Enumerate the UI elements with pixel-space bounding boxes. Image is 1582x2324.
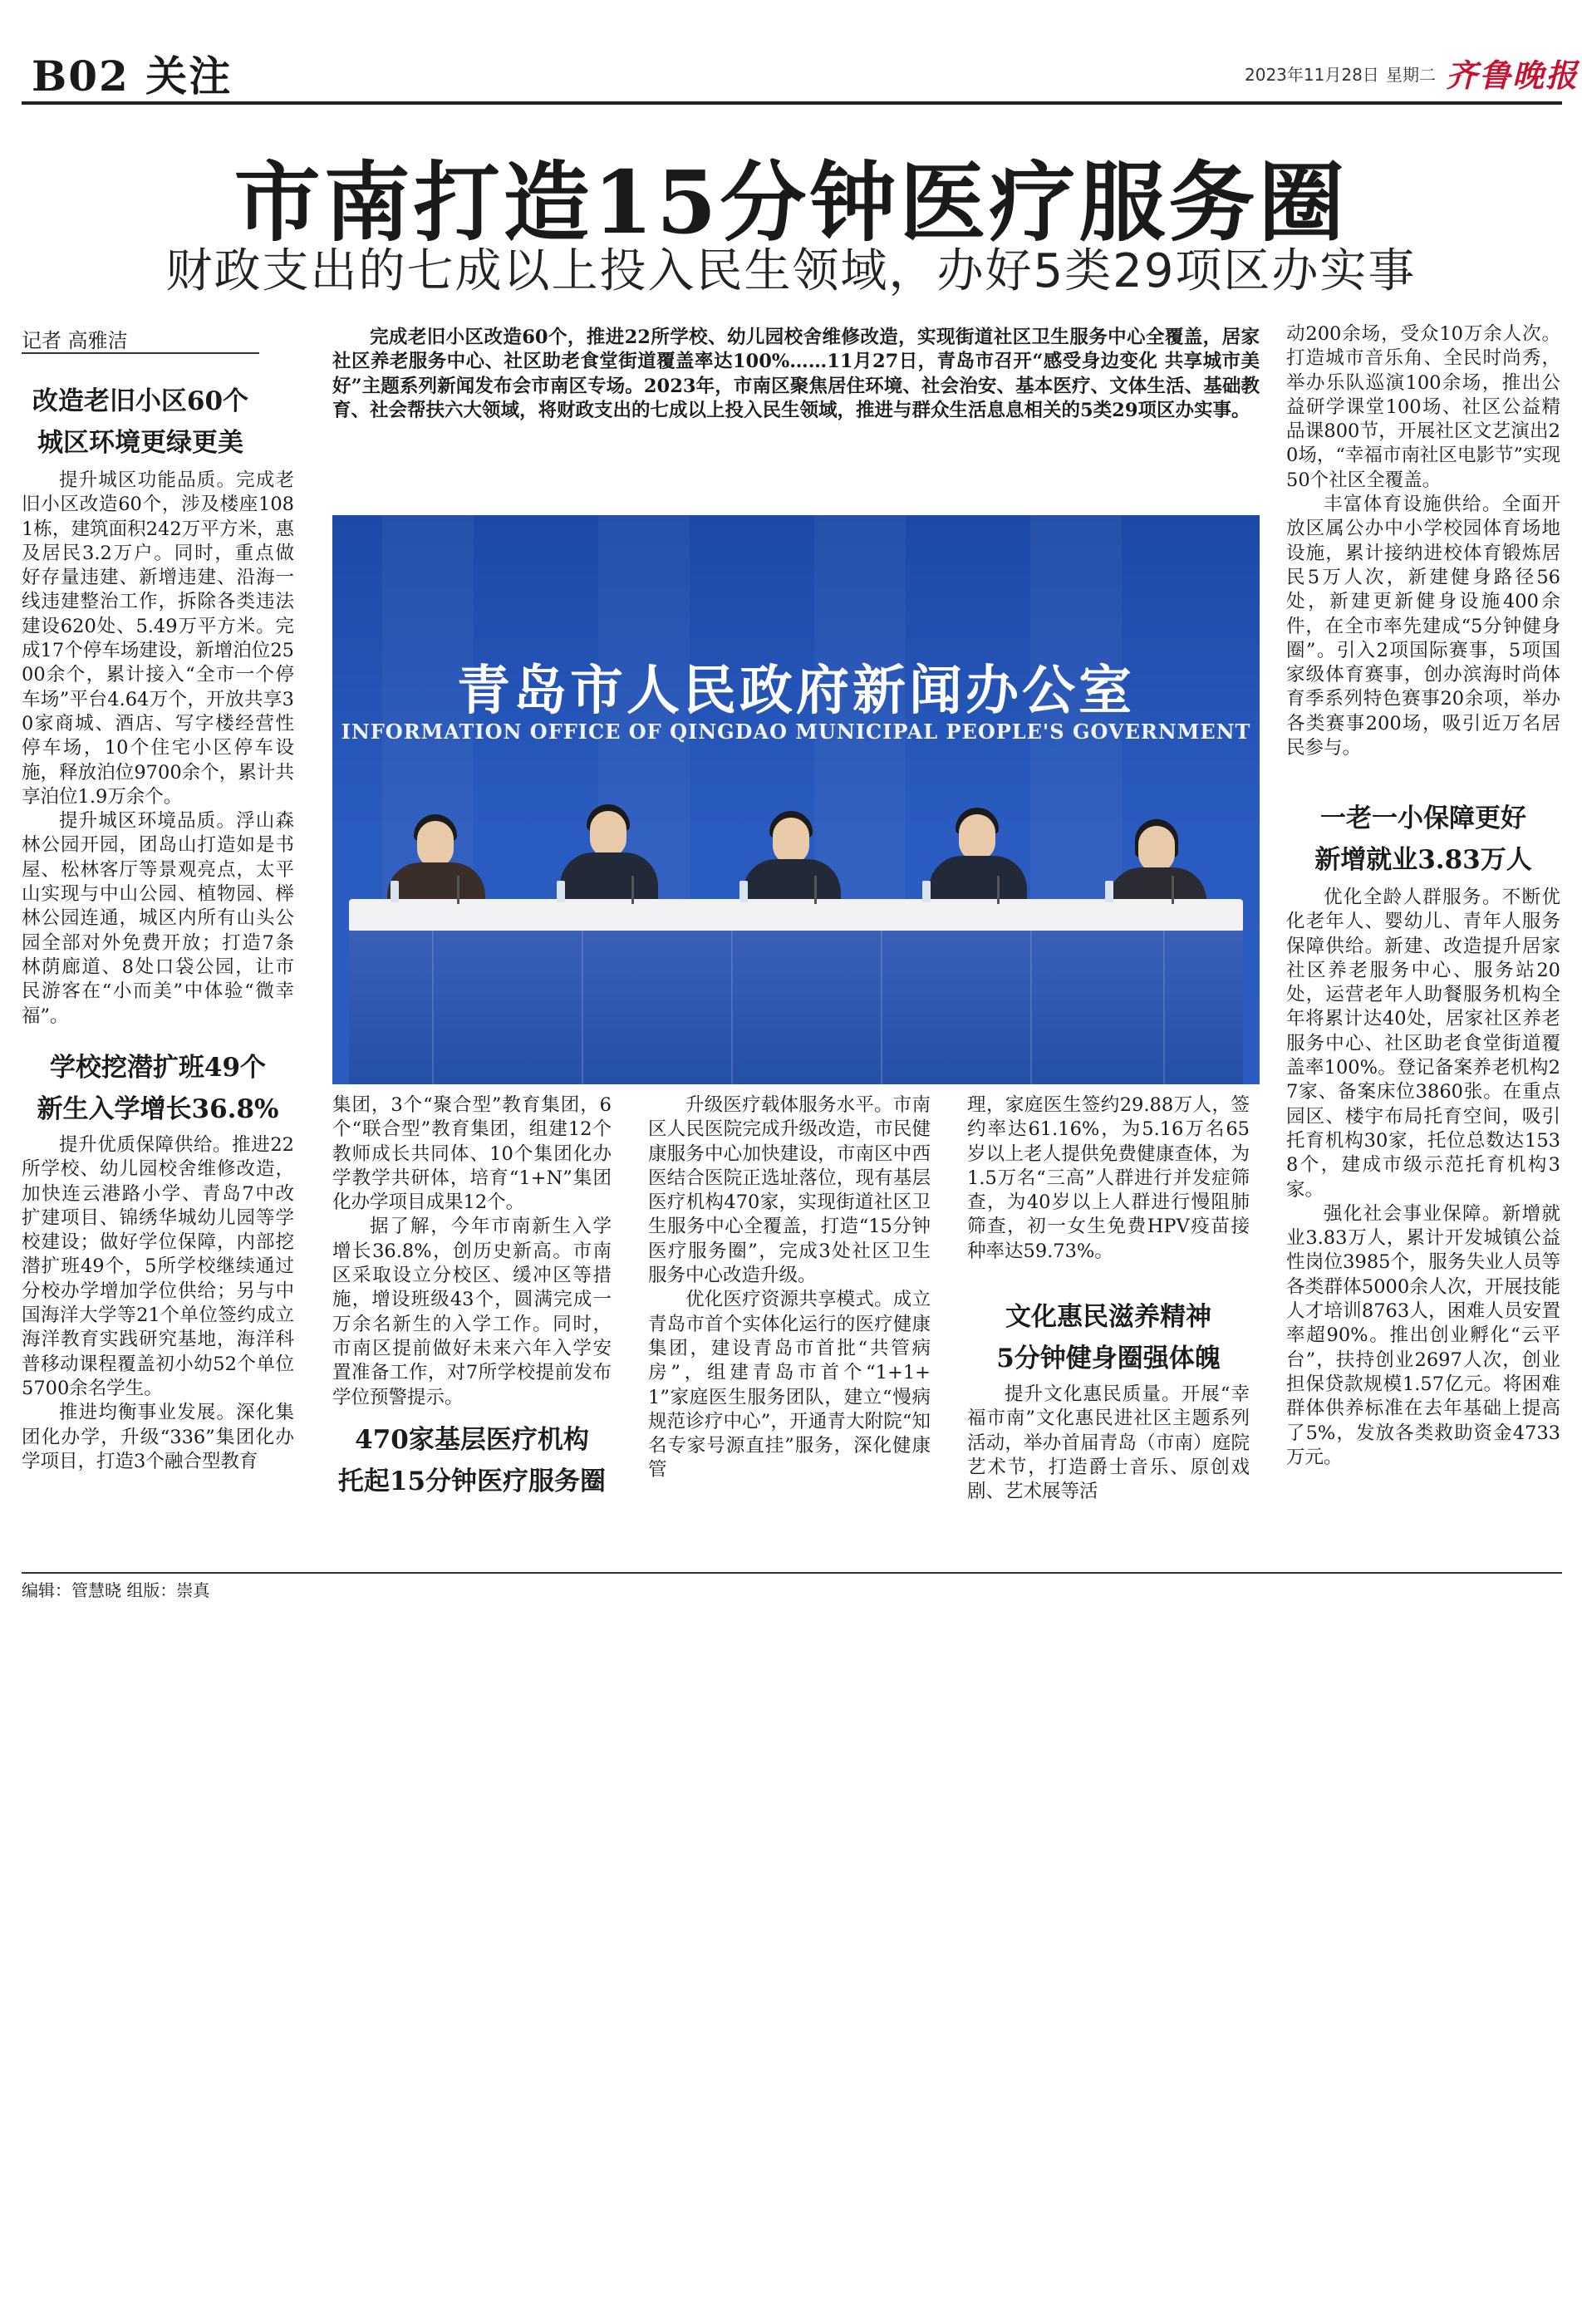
section-title-line: 新生入学增长36.8% — [37, 1094, 279, 1124]
paragraph: 推进均衡事业发展。深化集团化办学，升级“336”集团化办学项目，打造3个融合型教育 — [22, 1402, 294, 1472]
paragraph: 提升文化惠民质量。开展“幸福市南”文化惠民进社区主题系列活动，举办首届青岛（市南）庭院艺术节，打造爵士音乐、原创戏剧、艺术展等活 — [967, 1383, 1250, 1503]
section-title-line: 托起15分钟医疗服务圈 — [337, 1467, 607, 1496]
water-bottle-icon — [1105, 881, 1113, 902]
section-title-welfare — [1286, 798, 1560, 881]
drape-fold — [432, 931, 434, 1084]
paragraph: 提升城区功能品质。完成老旧小区改造60个，涉及楼座1081栋，建筑面积242万平方米，惠及居民3.2万户。同时，重点做好存量违建、新增违建、沿海一线违建整治工作，拆除各类违法建设620处、5.49万平方米。完成17个停车场建设，新增泊位2500余个，累计接入“全市一个停车场”平台4.64万个，开放共享30家商城、酒店、写字楼经营性停车场，10个住宅小区停车设施，释放泊位9700余个，累计共享泊位1.9万余个。 — [22, 469, 294, 808]
byline-divider — [22, 352, 259, 354]
intro-paragraph: 完成老旧小区改造60个，推进22所学校、幼儿园校舍维修改造，实现街道社区卫生服务中心全覆盖，居家社区养老服务中心、社区助老食堂街道覆盖率达100%……11月27日，青岛市召开“感受身边变化 共享城市美好”主题系列新闻发布会市南区专场。2023年，市南区聚焦居住环境、社会治安、基本医疗、文体生活、基础教育、社会帮扶六大领域，将财政支出的七成以上投入民生领域，推进与群众生活息息相关的5类29项区办实事。 — [332, 327, 1260, 421]
paragraph: 理，家庭医生签约29.88万人，签约率达61.16%，为5.16万名65岁以上老人提供免费健康查体，为1.5万名“三高”人群进行并发症筛查，为40岁以上人群进行慢阻肺筛查，初一女生免费HPV疫苗接种率达59.73%。 — [967, 1094, 1250, 1262]
water-bottle-icon — [922, 881, 931, 902]
microphone-icon — [631, 876, 634, 904]
microphone-icon — [1172, 876, 1174, 904]
section-title-line: 新增就业3.83万人 — [1314, 845, 1532, 875]
water-bottle-icon — [391, 881, 399, 902]
water-bottle-icon — [739, 881, 748, 902]
paragraph: 优化医疗资源共享模式。成立青岛市首个实体化运行的医疗健康集团，建设青岛市首批“共管病房”，组建青岛市首个“1+1+1”家庭医生服务团队，建立“慢病规范诊疗中心”，开通青大附院“知名专家号源直挂”服务，深化健康管 — [648, 1289, 931, 1481]
paragraph: 提升优质保障供给。推进22所学校、幼儿园校舍维修改造，加快连云港路小学、青岛7中改扩建项目、锦绣华城幼儿园等学校建设；做好学位保障，内部挖潜扩班49个，5所学校继续通过分校办学增加学位供给；另与中国海洋大学等21个单位签约成立海洋教育实践研究基地，海洋科普移动课程覆盖初小幼52个单位5700余名学生。 — [22, 1134, 294, 1399]
paragraph: 据了解，今年市南新生入学增长36.8%，创历史新高。市南区采取设立分校区、缓冲区等措施，增设班级43个，圆满完成一万余名新生的入学工作。同时，市南区提前做好未来六年入学安置准备工作，对7所学校提前发布学位预警提示。 — [332, 1216, 612, 1408]
microphone-icon — [814, 876, 817, 904]
paragraph: 动200余场，受众10万余人次。打造城市音乐角、全民时尚秀，举办乐队巡演100余场，推出公益研学课堂100场、社区公益精品课800节，开展社区文艺演出20场，“幸福市南社区电影节”实现50个社区全覆盖。 — [1286, 323, 1560, 491]
photo-banner-chinese: 青岛市人民政府新闻办公室 — [457, 661, 1135, 722]
section-title-line: 一老一小保障更好 — [1320, 803, 1526, 833]
section-title-line: 5分钟健身圈强体魄 — [996, 1344, 1221, 1373]
paragraph: 升级医疗载体服务水平。市南区人民医院完成升级改造，市民健康服务中心加快建设，市南区中西医结合医院正选址落位，现有基层医疗机构470家，实现街道社区卫生服务中心全覆盖，打造“15分钟医疗服务圈”，完成3处社区卫生服务中心改造升级。 — [648, 1094, 931, 1287]
section-title-line: 改造老旧小区60个 — [32, 386, 249, 416]
paragraph: 优化全龄人群服务。不断优化老年人、婴幼儿、青年人服务保障供给。新建、改造提升居家社区养老服务中心、服务站20处，运营老年人助餐服务机构全年将累计达40处，居家社区养老服务中心、社区助老食堂街道覆盖率100%。登记备案养老机构27家、备案床位3860张。在重点园区、楼宇布局托育空间，吸引托育机构30家，托位总数达1538个，建成市级示范托育机构3家。 — [1286, 887, 1560, 1201]
section-title-housing — [22, 381, 259, 464]
drape-fold — [731, 931, 733, 1084]
water-bottle-icon — [557, 881, 565, 902]
column-4-lower — [967, 1383, 1250, 1504]
section-title-line: 城区环境更绿更美 — [37, 428, 243, 458]
drape-fold — [582, 931, 583, 1084]
drape-fold — [1030, 931, 1032, 1084]
microphone-icon — [997, 876, 1000, 904]
press-conference-photo — [332, 515, 1260, 1084]
section-title-education — [22, 1047, 294, 1130]
section-title-line: 470家基层医疗机构 — [355, 1425, 589, 1455]
header-divider — [22, 101, 1562, 105]
editor-credits: 编辑：管慧晓 组版：崇真 — [22, 1580, 210, 1600]
page-label: B02 关注 — [32, 52, 233, 101]
paragraph: 丰富体育设施供给。全面开放区属公办中小学校园体育场地设施，累计接纳进校体育锻炼居民5万人次，新建健身路径56处，新建更新健身设施400余件，在全市率先建成“5分钟健身圈”。引入2项国际赛事，5项国家级体育赛事，创办滨海时尚体育季系列特色赛事20余项，举办各类赛事200场，吸引近万名居民参与。 — [1286, 494, 1560, 759]
paragraph: 提升城区环境品质。浮山森林公园开园，团岛山打造如是书屋、松林客厅等景观亮点，太平山实现与中山公园、植物园、榉林公园连通，城区内所有山头公园全部对外免费开放；打造7条林荫廊道、8处口袋公园，让市民游客在“小而美”中体验“微幸福”。 — [22, 810, 294, 1027]
column-1-upper — [22, 469, 294, 1029]
table-drape — [349, 931, 1243, 1084]
subheadline: 财政支出的七成以上投入民生领域，办好5类29项区办实事 — [165, 244, 1417, 298]
byline: 记者 高雅洁 — [22, 329, 128, 352]
intro-lead — [332, 326, 1260, 423]
paragraph: 强化社会事业保障。新增就业3.83万人，累计开发城镇公益性岗位3985个，服务失业人员等各类群体5000余人次，开展技能人才培训8763人，困难人员安置率超90%。推出创业孵化“云平台”，扶持创业2697人次，创业担保贷款规模1.57亿元。将困难群体供养标准在去年基础上提高了5%，发放各类救助资金4733万元。 — [1286, 1202, 1560, 1468]
column-1-lower — [22, 1133, 294, 1474]
column-4 — [967, 1093, 1250, 1264]
conference-table — [349, 899, 1243, 932]
section-title-line: 文化惠民滋养精神 — [1005, 1302, 1211, 1332]
photo-banner-english: INFORMATION OFFICE OF QINGDAO MUNICIPAL PEOPLE'S GOVERNMENT — [341, 720, 1251, 744]
column-3 — [648, 1093, 931, 1483]
column-5-lower — [1286, 886, 1560, 1470]
issue-weekday: 星期二 — [1386, 65, 1436, 85]
column-5-upper — [1286, 322, 1560, 760]
headline: 市南打造15分钟医疗服务圈 — [233, 151, 1349, 253]
newspaper-logo: 齐鲁晚报 — [1446, 57, 1580, 94]
issue-date: 2023年11月28日 — [1245, 65, 1379, 85]
footer-divider — [22, 1572, 1562, 1574]
drape-fold — [1163, 931, 1165, 1084]
section-title-medical — [332, 1419, 612, 1502]
drape-fold — [881, 931, 882, 1084]
section-title-line: 学校挖潜扩班49个 — [49, 1053, 267, 1083]
microphone-icon — [457, 876, 459, 904]
column-2 — [332, 1093, 612, 1410]
section-title-culture — [967, 1296, 1250, 1379]
paragraph: 集团，3个“聚合型”教育集团，6个“联合型”教育集团，组建12个教师成长共同体、10个集团化办学教学共研体，培育“1+N”集团化办学项目成果12个。 — [332, 1094, 612, 1214]
